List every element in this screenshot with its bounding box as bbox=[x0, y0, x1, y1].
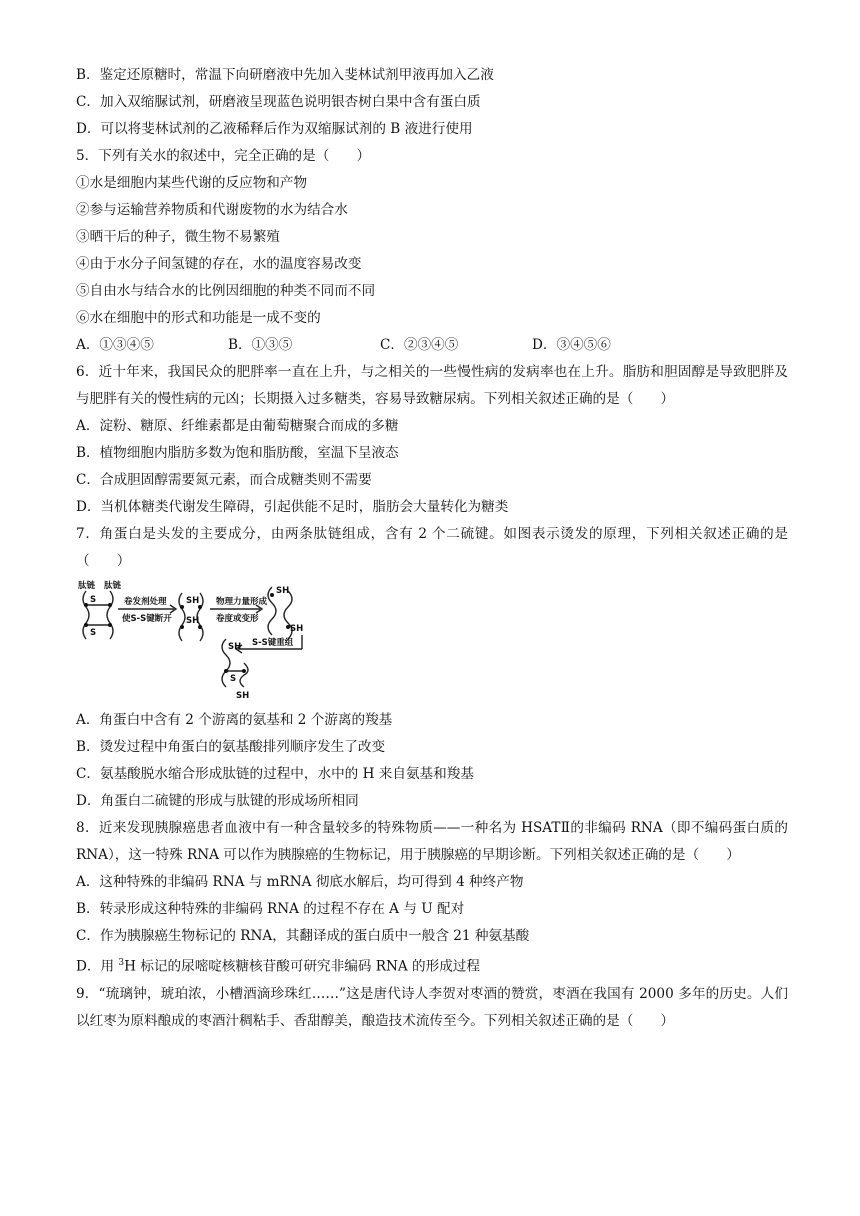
q5-option-b: B．①③⑤ bbox=[228, 337, 293, 353]
q5-item-3: ③晒干后的种子，微生物不易繁殖 bbox=[76, 229, 280, 245]
sh-label: SH bbox=[236, 691, 250, 701]
q7-option-b: B．烫发过程中角蛋白的氨基酸排列顺序发生了改变 bbox=[76, 739, 386, 755]
q5-item-4: ④由于水分子间氢键的存在，水的温度容易改变 bbox=[76, 256, 362, 272]
q9-stem: 9．“琉璃钟，琥珀浓，小槽酒滴珍珠红……”这是唐代诗人李贺对枣酒的赞赏，枣酒在我国有 2000 多年的历史。人们以红枣为原料酿成的枣酒汁稠粘手、香甜醇美，酿造技术流传至今。下列相关叙述正确的是（ ） bbox=[76, 985, 788, 1029]
q7-option-c: C．氨基酸脱水缩合形成肽链的过程中，水中的 H 来自氨基和羧基 bbox=[76, 766, 474, 782]
q6-option-c: C．合成胆固醇需要氮元素，而合成糖类则不需要 bbox=[76, 472, 372, 488]
label-chain-1: 肽链 bbox=[78, 581, 96, 591]
q7-option-d: D．角蛋白二硫键的形成与肽键的形成场所相同 bbox=[76, 793, 359, 809]
step1-bottom-label: 使S-S键断开 bbox=[122, 614, 172, 624]
q5-item-6: ⑥水在细胞中的形式和功能是一成不变的 bbox=[76, 310, 321, 326]
q5-option-a: A．①③④⑤ bbox=[76, 337, 154, 353]
perm-diagram bbox=[76, 579, 316, 701]
q8-option-d-post: H 标记的尿嘧啶核糖核苷酸可研究非编码 RNA 的形成过程 bbox=[124, 958, 480, 975]
q5-option-d: D．③④⑤⑥ bbox=[532, 337, 611, 353]
q6-stem: 6．近十年来，我国民众的肥胖率一直在上升，与之相关的一些慢性病的发病率也在上升。脂肪和胆固醇是导致肥胖及与肥胖有关的慢性病的元凶；长期摄入过多糖类，容易导致糖尿病。下列相关叙述正确的是（ ） bbox=[76, 364, 788, 407]
q4-option-b: B．鉴定还原糖时，常温下向研磨液中先加入斐林试剂甲液再加入乙液 bbox=[76, 67, 494, 83]
q4-option-d: D．可以将斐林试剂的乙液稀释后作为双缩脲试剂的 B 液进行使用 bbox=[76, 121, 473, 137]
sh-label: SH bbox=[186, 596, 200, 606]
sh-label: SH bbox=[276, 586, 290, 596]
q8-option-d-pre: D．用 bbox=[76, 958, 119, 975]
q8-option-d-sup: 3 bbox=[118, 958, 125, 968]
q5-item-1: ①水是细胞内某些代谢的反应物和产物 bbox=[76, 175, 308, 191]
q8-option-b: B．转录形成这种特殊的非编码 RNA 的过程不存在 A 与 U 配对 bbox=[76, 901, 465, 917]
q5-options bbox=[76, 332, 788, 359]
q8-option-d bbox=[76, 950, 788, 981]
chain-right-4 bbox=[240, 663, 248, 687]
q4-option-c: C．加入双缩脲试剂，研磨液呈现蓝色说明银杏树白果中含有蛋白质 bbox=[76, 94, 481, 110]
q6-option-b: B．植物细胞内脂肪多数为饱和脂肪酸，室温下呈液态 bbox=[76, 445, 399, 461]
step2-bottom-label: 卷度或变形 bbox=[216, 614, 259, 624]
q8-stem: 8．近来发现胰腺癌患者血液中有一种含量较多的特殊物质——一种名为 HSATⅡ的非编码 RNA（即不编码蛋白质的 RNA），这一特殊 RNA 可以作为胰腺癌的生物标记，用于胰腺癌的早期诊断。下列相关叙述正确的是（ ） bbox=[76, 820, 788, 863]
step3-label: S-S键重组 bbox=[252, 638, 294, 648]
q7-stem: 7．角蛋白是头发的主要成分，由两条肽链组成，含有 2 个二硫键。如图表示烫发的原理，下列相关叙述正确的是（ ） bbox=[76, 526, 788, 569]
exam-page bbox=[76, 62, 788, 1035]
label-chain-2: 肽链 bbox=[104, 581, 122, 591]
step2-top-label: 物理力量形成 bbox=[216, 597, 268, 607]
q6-option-a: A．淀粉、糖原、纤维素都是由葡萄糖聚合而成的多糖 bbox=[76, 418, 399, 434]
q5-item-5: ⑤自由水与结合水的比例因细胞的种类不同而不同 bbox=[76, 283, 376, 299]
chain-left-2 bbox=[179, 593, 185, 641]
s-label: S bbox=[230, 674, 237, 684]
perm-principle-figure bbox=[76, 579, 788, 701]
q7-option-a: A．角蛋白中含有 2 个游离的氨基和 2 个游离的羧基 bbox=[76, 712, 393, 728]
s-label: S bbox=[90, 595, 97, 605]
sh-label: SH bbox=[186, 616, 200, 626]
chain-right-1 bbox=[107, 591, 113, 639]
q6-option-d: D．当机体糖类代谢发生障碍，引起供能不足时，脂肪会大量转化为糖类 bbox=[76, 499, 509, 515]
sh-label: SH bbox=[228, 642, 242, 652]
s-label: S bbox=[90, 628, 97, 638]
q5-stem: 5．下列有关水的叙述中，完全正确的是（ ） bbox=[76, 148, 371, 164]
q8-option-c: C．作为胰腺癌生物标记的 RNA，其翻译成的蛋白质中一般含 21 种氨基酸 bbox=[76, 928, 530, 944]
sh-label: SH bbox=[290, 624, 304, 634]
q5-option-c: C．②③④⑤ bbox=[380, 337, 459, 353]
chain-left-1 bbox=[83, 591, 89, 639]
step1-top-label: 卷发剂处理 bbox=[124, 597, 167, 607]
q5-item-2: ②参与运输营养物质和代谢废物的水为结合水 bbox=[76, 202, 348, 218]
q8-option-a: A．这种特殊的非编码 RNA 与 mRNA 彻底水解后，均可得到 4 种终产物 bbox=[76, 874, 524, 890]
